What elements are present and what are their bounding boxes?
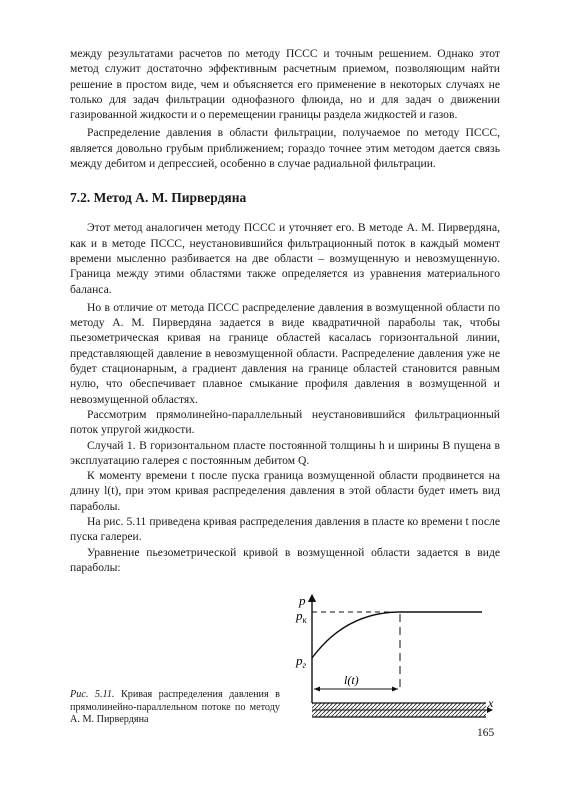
paragraph-intro: между результатами расчетов по методу ПССС и точным решением. Однако этот метод служит достаточно эффективным расчетным приемом, позволяющим найти решение в простом виде, чем и объясняется его применение в некоторых случаях не только для задач фильтрации однофазного флюида, но и для задач о движении газированной жидкости и о перемещении границы раздела жидкостей и газов. xyxy=(70,47,500,122)
pressure-parabola xyxy=(312,612,400,658)
page-body xyxy=(70,46,500,575)
figure-caption xyxy=(70,689,280,727)
label-x: x xyxy=(488,696,494,710)
caption-text: Кривая распределения давления в прямолинейно-параллельном потоке по методу А. М. Пирвердяна xyxy=(70,689,280,725)
caption-number: Рис. 5.11. xyxy=(70,689,115,700)
label-pk: $p_к$ xyxy=(296,608,307,625)
paragraph-moment: К моменту времени t после пуска граница возмущенной области продвинется на длину l(t), при этом кривая распределения давления в этой области будет иметь вид параболы. xyxy=(70,469,500,513)
section-title: 7.2. Метод А. М. Пирвердяна xyxy=(70,190,247,206)
figure-5-11 xyxy=(70,590,500,740)
label-pr: $p_г$ xyxy=(296,653,307,670)
paragraph-figure-ref: На рис. 5.11 приведена кривая распределения давления в пласте ко времени t после пуска галереи. xyxy=(70,515,500,544)
page-number: 165 xyxy=(477,727,495,739)
paragraph-consider: Рассмотрим прямолинейно-параллельный неустановившийся фильтрационный поток упругой жидкости. xyxy=(70,407,500,437)
paragraph-difference: Но в отличие от метода ПССС распределение давления в возмущенной области по методу А. М. Пирвердяна задается в виде квадратичной параболы так, чтобы пьезометрическая кривая на границе областей касалась горизонтальной линии, представляющей давление в невозмущенной области. Распределение давления уже не будет стационарным, а градиент давления на границе областей становится равным нулю, что обеспечивает плавное смыкание профиля давления в возмущенной и невозмущенной областях. xyxy=(70,300,500,406)
paragraph-equation-intro: Уравнение пьезометрической кривой в возмущенной области задается в виде параболы: xyxy=(70,545,500,574)
label-l-t: l(t) xyxy=(344,673,359,687)
label-p: p xyxy=(299,593,306,608)
paragraph-pressure-distribution: Распределение давления в области фильтрации, получаемое по методу ПССС, является довольно грубым приближением; гораздо точнее этим методом дается связь между дебитом и депрессией, особенно в случае радиальной фильтрации. xyxy=(70,126,500,171)
paragraph-method: Этот метод аналогичен методу ПССС и уточняет его. В методе А. М. Пирвердяна, как и в методе ПССС, неустановившийся фильтрационный поток в каждый момент времени мысленно разбивается на две области – возмущенную и невозмущенную. Граница между этими областями также определяется из уравнения материального баланса. xyxy=(70,221,500,296)
paragraph-case-1: Случай 1. В горизонтальном пласте постоянной толщины h и ширины B пущена в эксплуатацию галерея с постоянным дебитом Q. xyxy=(70,438,500,467)
